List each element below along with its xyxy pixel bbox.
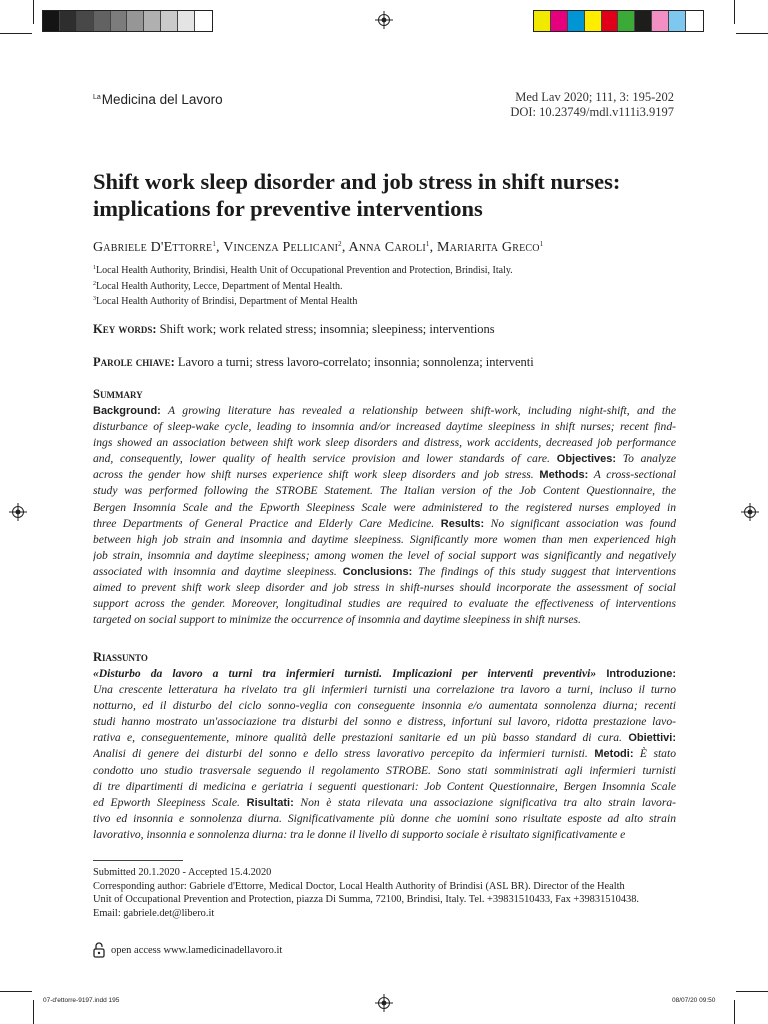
abstract-text: support across the gender. Moreover, longitudinal studies are required to evaluate the effectiveness of interventions — [93, 597, 676, 611]
crop-mark — [33, 1000, 34, 1024]
calibration-swatch — [178, 11, 195, 31]
abstract-section-label: Metodi: — [587, 748, 634, 761]
abstract-line — [93, 500, 676, 516]
calibration-swatch — [77, 11, 94, 31]
affiliation-marker: 3 — [93, 296, 96, 303]
abstract-line — [93, 714, 676, 730]
abstract-text: lavorativo, insonnia e sonnolenza diurna: tra le donne il livello di supporto sociale è risultato significativamente e — [93, 827, 626, 841]
crop-mark — [0, 33, 32, 34]
abstract-text: disturbance of sleep-wake cycle, leading to insomnia and/or increased daytime sleepiness in shift nurses; recent find- — [93, 420, 676, 434]
corresponding-address: Unit of Occupational Prevention and Protection, piazza Di Summa, 72100, Brindisi, Italy. Tel. +39831510433, Fax +39831510438. — [93, 894, 640, 906]
parole-chiave-label: Parole chiave: — [93, 355, 175, 369]
abstract-line — [93, 612, 676, 628]
crop-mark — [734, 1000, 735, 1024]
author-list: Gabriele D'Ettorre$^1$, Vincenza Pellicani$^2$, Anna Caroli$^1$, Mariarita Greco$^1$ — [93, 240, 544, 255]
author-name: Mariarita Greco — [437, 240, 540, 255]
affiliation — [93, 262, 513, 278]
journal-name: Medicina del Lavoro — [101, 92, 223, 107]
abstract-text: across the gender how shift nurses experience shift work sleep disorders and job stress. — [93, 468, 534, 482]
calibration-swatch — [111, 11, 128, 31]
abstract-text: studi hanno mostrato un'associazione tra disturbi del sonno e distress, infortuni sul lavoro, ridotta prestazione lavo- — [93, 715, 676, 729]
riassunto-heading: Riassunto — [93, 650, 148, 664]
calibration-swatch — [669, 11, 686, 31]
citation-block — [510, 90, 674, 120]
calibration-swatch — [144, 11, 161, 31]
abstract-text: A cross-sectional — [588, 468, 676, 482]
title-line: implications for preventive interventions — [93, 196, 483, 221]
article-title — [93, 168, 693, 222]
abstract-section-label: Introduzione: — [596, 668, 676, 680]
calibration-swatch — [602, 11, 619, 31]
abstract-text: job strain, insomnia and daytime sleepiness; among women the level of social support was significantly and negatively — [93, 548, 676, 562]
abstract-line — [93, 435, 676, 451]
abstract-text: between high job strain and insomnia and daytime sleepiness. Significantly more women than men experienced high — [93, 532, 676, 546]
abstract-text: di tre dipartimenti di medicina e geriatria i seguenti questionari: Job Content Questionnaire, Bergen Insomnia Scale — [93, 779, 676, 793]
print-slug-right: 08/07/20 09:50 — [672, 997, 716, 1004]
crop-mark — [736, 991, 768, 992]
abstract-text: rativa e, conseguentemente, minore qualità delle prestazioni sanitarie ed un più basso standard di cura. — [93, 731, 622, 745]
abstract-line — [93, 763, 676, 779]
abstract-text: Analisi di genere dei disturbi del sonno e dello stress lavorativo percepito da infermieri turnisti. — [93, 747, 588, 761]
abstract-text: «Disturbo da lavoro a turni tra infermieri turnisti. Implicazioni per interventi preventivi» — [93, 667, 597, 680]
crop-mark — [736, 33, 768, 34]
affiliation-text: Local Health Authority of Brindisi, Department of Mental Health — [96, 296, 358, 308]
abstract-text: Bergen Insomnia Scale and the Epworth Sleepiness Scale were administered to the registered nurses employed in — [93, 500, 676, 514]
abstract-line — [93, 730, 676, 746]
abstract-line — [93, 548, 676, 564]
calibration-swatch — [585, 11, 602, 31]
abstract-text: tivo ed insonnia e sonnolenza diurna. Significativamente più donne che uomini sono risultate esposte ad alto strain — [93, 811, 676, 825]
registration-mark-icon — [741, 503, 759, 521]
abstract-line — [93, 596, 676, 612]
abstract-line — [93, 451, 676, 467]
footnote — [93, 866, 683, 920]
open-access-link[interactable]: open access www.lamedicinadellavoro.it — [111, 944, 283, 956]
abstract-line — [93, 698, 676, 714]
abstract-section-label: Risultati: — [239, 796, 294, 809]
abstract-text: aimed to prevent shift work sleep disorder and job stress in shift-nurses should incorporate the assessment of social — [93, 581, 676, 595]
abstract-line — [93, 467, 676, 483]
author-affiliation-marker: 1 — [539, 240, 544, 248]
calibration-swatch — [686, 11, 703, 31]
abstract-line — [93, 419, 676, 435]
calibration-swatch — [195, 11, 212, 31]
affiliation-marker: 1 — [93, 265, 96, 271]
author-name: Gabriele D'Ettorre — [93, 240, 213, 255]
abstract-section-label: Methods: — [533, 469, 589, 482]
crop-mark — [0, 991, 32, 992]
author-affiliation-marker: 2 — [338, 240, 342, 248]
calibration-swatch — [551, 11, 568, 31]
abstract-text: Una crescente letteratura ha rivelato tra gli infermieri turnisti una correlazione tra lavoro a turni, incluso il turno — [93, 683, 676, 697]
calibration-swatch — [618, 11, 635, 31]
calibration-swatch — [161, 11, 178, 31]
gray-calibration-bar — [42, 10, 213, 32]
abstract-line — [93, 811, 676, 827]
abstract-line — [93, 779, 676, 795]
abstract-text: ed Epworth Sleepiness Scale. — [93, 795, 240, 809]
abstract-text: notturno, ed il disturbo del ciclo sonno-veglia con conseguente insonnia e/o aumentata sonnolenza diurna; recenti — [93, 699, 676, 713]
abstract-line — [93, 682, 676, 698]
abstract-line — [93, 580, 676, 596]
footnote-rule — [93, 860, 183, 861]
journal-logo-prefix: La — [93, 94, 101, 101]
print-slug-left: 07-d'ettorre-9197.indd 195 — [43, 997, 120, 1004]
abstract-section-label: Obiettivi: — [621, 732, 676, 745]
abstract-section-label: Conclusions: — [336, 565, 413, 578]
calibration-swatch — [568, 11, 585, 31]
abstract-text: targeted on social support to minimize the occurrence of insomnia and daytime sleepiness in shift nurses. — [93, 613, 581, 627]
affiliation — [93, 278, 513, 294]
doi: DOI: 10.23749/mdl.v111i3.9197 — [510, 105, 674, 119]
abstract-line — [93, 795, 676, 811]
registration-mark-icon — [375, 11, 393, 29]
submitted-dates: Submitted 20.1.2020 - Accepted 15.4.2020 — [93, 867, 272, 878]
keywords — [93, 322, 495, 337]
abstract-text: and, consequently, lower quality of health service provision and lower standards of care. — [93, 452, 550, 466]
open-access-line — [93, 942, 282, 958]
abstract-line — [93, 403, 676, 419]
abstract-text: Non è stata rilevata una associazione significativa tra alto strain lavora- — [293, 795, 676, 809]
abstract-line — [93, 564, 676, 580]
affiliation-text: Local Health Authority, Brindisi, Health Unit of Occupational Prevention and Protection, Brindisi, Italy. — [96, 265, 513, 276]
author-affiliation-marker: 1 — [212, 240, 217, 248]
abstract-text: study was performed following the STROBE Statement. The Italian version of the Job Content Questionnaire, the — [93, 484, 676, 498]
calibration-swatch — [94, 11, 111, 31]
author-name: Anna Caroli — [348, 240, 426, 255]
crop-mark — [33, 0, 34, 24]
calibration-swatch — [534, 11, 551, 31]
calibration-swatch — [127, 11, 144, 31]
calibration-swatch — [652, 11, 669, 31]
calibration-swatch — [635, 11, 652, 31]
journal-logo — [93, 92, 223, 107]
riassunto-body — [93, 666, 676, 843]
abstract-section-label: Results: — [434, 517, 485, 530]
corresponding-email: Email: gabriele.det@libero.it — [93, 907, 215, 919]
abstract-text: associated with insomnia and daytime sleepiness. — [93, 564, 337, 578]
calibration-swatch — [60, 11, 77, 31]
abstract-text: condotto uno studio trasversale seguendo il regolamento STROBE. Sono stati somministrati agli infermieri turnisti — [93, 763, 676, 777]
parole-chiave-text: Lavoro a turni; stress lavoro-correlato; insonnia; sonnolenza; interventi — [177, 355, 534, 369]
affiliation-marker: 2 — [93, 280, 96, 287]
abstract-line — [93, 827, 676, 843]
registration-mark-icon — [9, 503, 27, 521]
abstract-line — [93, 666, 676, 682]
author-affiliation-marker: 1 — [425, 240, 430, 248]
summary-body — [93, 403, 676, 628]
abstract-section-label: Objectives: — [549, 453, 617, 466]
author-name: Vincenza Pellicani — [223, 240, 339, 255]
abstract-line — [93, 532, 676, 548]
abstract-text: È stato — [633, 747, 676, 761]
abstract-text: three Departments of General Practice and Elderly Care Medicine. — [93, 516, 435, 530]
abstract-text: The findings of this study suggest that interventions — [412, 564, 676, 578]
title-line: Shift work sleep disorder and job stress in shift nurses: — [93, 169, 621, 194]
crop-mark — [734, 0, 735, 24]
corresponding-author: Corresponding author: Gabriele d'Ettorre, Medical Doctor, Local Health Authority of Brindisi (ASL BR). Director of the Health — [93, 880, 625, 892]
abstract-text: ings showed an association between shift work sleep disorders and distress, work accidents, decreased job performance — [93, 436, 676, 450]
calibration-swatch — [43, 11, 60, 31]
affiliation — [93, 293, 513, 309]
registration-mark-icon — [375, 994, 393, 1012]
abstract-section-label: Background: — [93, 405, 161, 417]
summary-heading: Summary — [93, 387, 143, 401]
citation: Med Lav 2020; 111, 3: 195-202 — [515, 90, 674, 104]
keywords-label: Key words: — [93, 322, 157, 336]
abstract-text: A growing literature has revealed a relationship between shift-work, including night-shift, and the — [160, 404, 676, 417]
abstract-line — [93, 483, 676, 499]
open-lock-icon — [93, 942, 105, 958]
keywords-text: Shift work; work related stress; insomnia; sleepiness; interventions — [159, 322, 495, 336]
abstract-text: No significant association was found — [484, 516, 676, 530]
color-calibration-bar — [533, 10, 704, 32]
abstract-line — [93, 516, 676, 532]
parole-chiave — [93, 355, 534, 370]
abstract-line — [93, 746, 676, 762]
affiliations — [93, 262, 513, 309]
affiliation-text: Local Health Authority, Lecce, Department of Mental Health. — [96, 280, 343, 292]
abstract-text: To analyze — [616, 452, 676, 466]
